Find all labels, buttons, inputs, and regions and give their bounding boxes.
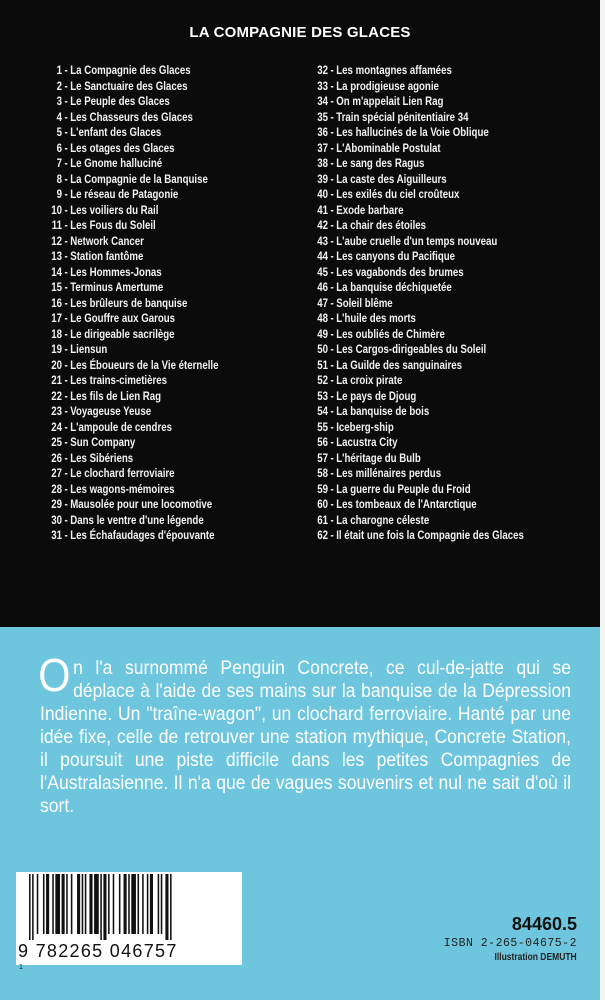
volume-title: Les hallucinés de la Voie Oblique xyxy=(336,125,489,139)
volume-title: Les Éboueurs de la Vie éternelle xyxy=(70,357,219,372)
volume-number: 8 xyxy=(56,171,63,186)
volume-number: 25 xyxy=(51,435,63,449)
volume-title: Les Fous du Soleil xyxy=(70,218,156,232)
volume-number: 27 xyxy=(51,466,63,480)
separator: - xyxy=(64,481,68,496)
separator: - xyxy=(64,326,68,341)
separator: - xyxy=(330,249,334,263)
separator: - xyxy=(64,125,68,139)
title-list-item xyxy=(310,63,524,79)
separator: - xyxy=(330,125,334,139)
title-list-item xyxy=(44,389,218,405)
volume-number: 37 xyxy=(317,140,329,155)
volume-title: Le Gouffre aux Garous xyxy=(70,311,176,325)
title-list-item xyxy=(310,218,524,234)
volume-number: 61 xyxy=(317,512,329,527)
volume-title: L'aube cruelle d'un temps nouveau xyxy=(336,233,498,248)
title-list-item xyxy=(44,234,218,250)
volume-title: Network Cancer xyxy=(70,233,144,248)
separator: - xyxy=(330,311,334,325)
volume-number: 6 xyxy=(56,140,63,155)
volume-title: La banquise de bois xyxy=(336,404,430,418)
volume-number: 23 xyxy=(51,404,63,418)
separator: - xyxy=(330,388,334,403)
volume-title: Le clochard ferroviaire xyxy=(70,466,175,480)
volume-title: Les brûleurs de banquise xyxy=(70,295,188,310)
volume-number: 14 xyxy=(51,264,63,279)
separator: - xyxy=(64,171,68,186)
title-list-item xyxy=(44,156,218,172)
title-list-item xyxy=(44,482,218,498)
separator: - xyxy=(330,109,334,124)
volume-title: Les oubliés de Chimère xyxy=(336,326,445,341)
title-list-item xyxy=(44,342,218,358)
title-list-item xyxy=(44,63,218,79)
volume-number: 22 xyxy=(51,388,63,403)
title-list-item xyxy=(310,528,524,544)
title-list-item xyxy=(44,110,218,126)
volume-number: 28 xyxy=(51,481,63,496)
separator: - xyxy=(64,388,68,403)
volume-number: 4 xyxy=(56,109,63,124)
title-list-item xyxy=(44,358,218,374)
separator: - xyxy=(330,171,334,186)
title-list-item xyxy=(310,249,524,265)
separator: - xyxy=(64,342,68,356)
separator: - xyxy=(330,326,334,341)
volume-title: Les canyons du Pacifique xyxy=(336,249,456,263)
title-list-item xyxy=(310,513,524,529)
volume-title: L'enfant des Glaces xyxy=(70,125,162,139)
separator: - xyxy=(64,419,68,434)
separator: - xyxy=(330,233,334,248)
title-list-item xyxy=(44,311,218,327)
title-list-item xyxy=(44,513,218,529)
product-code: 84460.5 xyxy=(511,914,577,934)
separator: - xyxy=(330,450,334,465)
separator: - xyxy=(64,528,68,542)
separator: - xyxy=(64,109,68,124)
separator: - xyxy=(64,233,68,248)
volume-title: Les tombeaux de l'Antarctique xyxy=(336,497,477,511)
volume-title: Le Gnome halluciné xyxy=(70,156,163,170)
separator: - xyxy=(330,342,334,356)
title-list-item xyxy=(310,156,524,172)
volume-title: L'Abominable Postulat xyxy=(336,140,441,155)
volume-number: 20 xyxy=(51,357,63,372)
title-list-item xyxy=(310,420,524,436)
volume-number: 54 xyxy=(317,404,329,418)
volume-number: 34 xyxy=(317,94,329,108)
title-list-item xyxy=(310,187,524,203)
volume-title: La charogne céleste xyxy=(336,512,430,527)
volume-number: 57 xyxy=(317,450,329,465)
barcode-box xyxy=(16,872,242,965)
volume-number: 60 xyxy=(317,497,329,511)
volume-number: 7 xyxy=(56,156,63,170)
volume-title: L'huile des morts xyxy=(336,311,416,325)
volume-title: Sun Company xyxy=(70,435,136,449)
separator: - xyxy=(330,512,334,527)
title-list-item xyxy=(44,218,218,234)
separator: - xyxy=(330,187,334,201)
volume-title: Les trains-cimetières xyxy=(70,373,168,387)
title-list-item xyxy=(310,482,524,498)
separator: - xyxy=(64,187,68,201)
separator: - xyxy=(64,373,68,387)
title-list-item xyxy=(44,327,218,343)
volume-number: 59 xyxy=(317,481,329,496)
title-list-item xyxy=(44,187,218,203)
volume-title: Le sang des Ragus xyxy=(336,156,425,170)
separator: - xyxy=(64,140,68,155)
volume-title: Voyageuse Yeuse xyxy=(70,404,152,418)
volume-number: 11 xyxy=(51,218,63,232)
title-list-item xyxy=(310,265,524,281)
separator: - xyxy=(330,404,334,418)
volume-number: 46 xyxy=(317,280,329,294)
volume-number: 55 xyxy=(317,419,329,434)
volume-number: 50 xyxy=(317,342,329,356)
volume-title: La croix pirate xyxy=(336,373,403,387)
barcode-image xyxy=(29,874,239,940)
title-list-item xyxy=(310,435,524,451)
separator: - xyxy=(330,497,334,511)
series-title: LA COMPAGNIE DES GLACES xyxy=(189,24,411,41)
title-list-item xyxy=(44,172,218,188)
volume-number: 17 xyxy=(51,311,63,325)
title-list-item xyxy=(310,497,524,513)
title-list-item xyxy=(310,280,524,296)
volume-number: 30 xyxy=(51,512,63,527)
volume-number: 31 xyxy=(51,528,63,542)
title-list-item xyxy=(44,265,218,281)
title-list-item xyxy=(310,342,524,358)
volume-title: Le Sanctuaire des Glaces xyxy=(70,78,188,93)
volume-title: Dans le ventre d'une légende xyxy=(70,512,204,527)
separator: - xyxy=(330,466,334,480)
title-list-right xyxy=(310,63,571,544)
title-list-item xyxy=(310,172,524,188)
separator: - xyxy=(64,404,68,418)
volume-number: 16 xyxy=(51,295,63,310)
volume-number: 21 xyxy=(51,373,63,387)
volume-title: Les Hommes-Jonas xyxy=(70,264,162,279)
volume-title: Le Peuple des Glaces xyxy=(70,94,170,108)
volume-number: 5 xyxy=(56,125,63,139)
volume-number: 9 xyxy=(56,187,63,201)
volume-number: 12 xyxy=(51,233,63,248)
volume-number: 29 xyxy=(51,497,63,511)
separator: - xyxy=(64,295,68,310)
title-list-item xyxy=(44,296,218,312)
volume-title: Les voiliers du Rail xyxy=(70,202,159,217)
separator: - xyxy=(330,373,334,387)
separator: - xyxy=(64,218,68,232)
title-list-item xyxy=(310,358,524,374)
volume-number: 48 xyxy=(317,311,329,325)
title-list-item xyxy=(44,203,218,219)
separator: - xyxy=(330,435,334,449)
title-list-item xyxy=(310,311,524,327)
separator: - xyxy=(330,357,334,372)
volume-title: Lacustra City xyxy=(336,435,398,449)
volume-title: Le pays de Djoug xyxy=(336,388,417,403)
separator: - xyxy=(330,218,334,232)
volume-title: Liensun xyxy=(70,342,108,356)
volume-number: 10 xyxy=(51,202,63,217)
title-list-item xyxy=(44,125,218,141)
title-list-item xyxy=(310,404,524,420)
volume-number: 38 xyxy=(317,156,329,170)
volume-number: 42 xyxy=(317,218,329,232)
volume-title: Iceberg-ship xyxy=(336,419,394,434)
separator: - xyxy=(64,156,68,170)
volume-number: 1 xyxy=(56,63,63,77)
volume-title: Station fantôme xyxy=(70,249,144,263)
title-list-item xyxy=(44,141,218,157)
title-list-item xyxy=(44,373,218,389)
volume-number: 32 xyxy=(317,63,329,77)
title-list-item xyxy=(44,420,218,436)
volume-title: Les montagnes affamées xyxy=(336,63,452,77)
title-list-item xyxy=(44,497,218,513)
volume-title: Les Échafaudages d'épouvante xyxy=(70,528,215,542)
title-list-item xyxy=(310,327,524,343)
title-list-item xyxy=(310,79,524,95)
title-list-item xyxy=(310,141,524,157)
volume-title: Les exilés du ciel croûteux xyxy=(336,187,460,201)
volume-title: Les Sibériens xyxy=(70,450,134,465)
separator: - xyxy=(330,63,334,77)
volume-title: Les Chasseurs des Glaces xyxy=(70,109,193,124)
illustration-credit: Illustration DEMUTH xyxy=(494,952,577,963)
separator: - xyxy=(64,497,68,511)
separator: - xyxy=(64,466,68,480)
volume-title: Les Cargos-dirigeables du Soleil xyxy=(336,342,487,356)
separator: - xyxy=(64,264,68,279)
volume-title: L'ampoule de cendres xyxy=(70,419,172,434)
separator: - xyxy=(330,280,334,294)
volume-title: L'héritage du Bulb xyxy=(336,450,421,465)
volume-title: La caste des Aiguilleurs xyxy=(336,171,447,186)
separator: - xyxy=(330,528,334,542)
separator: - xyxy=(330,481,334,496)
title-list-left xyxy=(44,63,257,544)
separator: - xyxy=(330,94,334,108)
volume-number: 39 xyxy=(317,171,329,186)
volume-title: Il était une fois la Compagnie des Glaces xyxy=(336,528,524,542)
volume-number: 45 xyxy=(317,264,329,279)
separator: - xyxy=(64,280,68,294)
separator: - xyxy=(64,202,68,217)
volume-title: La banquise déchiquetée xyxy=(336,280,452,294)
volume-title: Le dirigeable sacrilège xyxy=(70,326,175,341)
separator: - xyxy=(64,450,68,465)
volume-title: La Compagnie de la Banquise xyxy=(70,171,208,186)
volume-title: Exode barbare xyxy=(336,202,404,217)
title-list-item xyxy=(310,466,524,482)
volume-number: 44 xyxy=(317,249,329,263)
title-list-item xyxy=(310,389,524,405)
title-list-item xyxy=(310,110,524,126)
blurb xyxy=(38,649,571,818)
volume-title: La guerre du Peuple du Froid xyxy=(336,481,471,496)
separator: - xyxy=(330,419,334,434)
separator: - xyxy=(330,295,334,310)
volume-number: 26 xyxy=(51,450,63,465)
title-list-item xyxy=(44,404,218,420)
page-edge xyxy=(600,0,605,1000)
volume-title: Les otages des Glaces xyxy=(70,140,175,155)
title-list-item xyxy=(44,280,218,296)
volume-number: 49 xyxy=(317,326,329,341)
separator: - xyxy=(64,94,68,108)
volume-title: On m'appelait Lien Rag xyxy=(336,94,444,108)
volume-title: Les fils de Lien Rag xyxy=(70,388,162,403)
title-list-item xyxy=(310,296,524,312)
separator: - xyxy=(64,512,68,527)
volume-title: Soleil blême xyxy=(336,295,393,310)
volume-number: 24 xyxy=(51,419,63,434)
volume-title: Les millénaires perdus xyxy=(336,466,442,480)
barcode-digits: 9 782265 046757 xyxy=(18,941,178,961)
separator: - xyxy=(64,249,68,263)
separator: - xyxy=(64,63,68,77)
volume-title: La Compagnie des Glaces xyxy=(70,63,191,77)
title-list-item xyxy=(44,94,218,110)
volume-number: 19 xyxy=(51,342,63,356)
volume-number: 52 xyxy=(317,373,329,387)
volume-title: La Guilde des sanguinaires xyxy=(336,357,463,372)
volume-number: 47 xyxy=(317,295,329,310)
volume-number: 41 xyxy=(317,202,329,217)
volume-number: 53 xyxy=(317,388,329,403)
separator: - xyxy=(64,78,68,93)
volume-title: Les wagons-mémoires xyxy=(70,481,175,496)
title-list-item xyxy=(310,94,524,110)
title-list-item xyxy=(310,451,524,467)
volume-number: 51 xyxy=(317,357,329,372)
volume-title: La prodigieuse agonie xyxy=(336,78,439,93)
volume-number: 43 xyxy=(317,233,329,248)
volume-title: Terminus Amertume xyxy=(70,280,164,294)
volume-number: 36 xyxy=(317,125,329,139)
title-list-item xyxy=(44,435,218,451)
volume-title: Train spécial pénitentiaire 34 xyxy=(336,109,469,124)
separator: - xyxy=(330,156,334,170)
title-list-item xyxy=(44,79,218,95)
title-list-item xyxy=(310,234,524,250)
title-list-item xyxy=(310,373,524,389)
title-list-item xyxy=(44,466,218,482)
volume-number: 35 xyxy=(317,109,329,124)
volume-number: 15 xyxy=(51,280,63,294)
edge-digit: 1 xyxy=(19,964,23,971)
blurb-text: n l'a surnommé Penguin Concrete, ce cul-de-jatte qui se déplace à l'aide de ses mains sur la banquise de la Dépression Indienne. Un "traîne-wagon", un clochard ferroviaire. Hanté par une idée fixe, celle de retrouver une station mythique, Concrete Station, il poursuit une piste difficile dans les petites Compagnies de l'Australasienne. Il n'a que de vagues souvenirs et nul ne sait d'où il sort. xyxy=(40,657,571,817)
volume-number: 56 xyxy=(317,435,329,449)
separator: - xyxy=(330,78,334,93)
title-list-item xyxy=(44,451,218,467)
separator: - xyxy=(330,264,334,279)
volume-number: 3 xyxy=(56,94,63,108)
volume-number: 33 xyxy=(317,78,329,93)
separator: - xyxy=(330,202,334,217)
title-list-item xyxy=(310,203,524,219)
volume-number: 58 xyxy=(317,466,329,480)
volume-title: La chair des étoiles xyxy=(336,218,427,232)
volume-title: Le réseau de Patagonie xyxy=(70,187,179,201)
separator: - xyxy=(330,140,334,155)
title-list-item xyxy=(44,528,218,544)
isbn: ISBN 2-265-04675-2 xyxy=(443,937,577,950)
volume-number: 2 xyxy=(56,78,63,93)
separator: - xyxy=(64,357,68,372)
volume-title: Les vagabonds des brumes xyxy=(336,264,464,279)
volume-number: 18 xyxy=(51,326,63,341)
title-list-item xyxy=(310,125,524,141)
drop-cap: O xyxy=(38,649,71,701)
volume-title: Mausolée pour une locomotive xyxy=(70,497,213,511)
volume-number: 40 xyxy=(317,187,329,201)
volume-number: 13 xyxy=(51,249,63,263)
title-list-item xyxy=(44,249,218,265)
separator: - xyxy=(64,435,68,449)
separator: - xyxy=(64,311,68,325)
volume-number: 62 xyxy=(317,528,329,542)
